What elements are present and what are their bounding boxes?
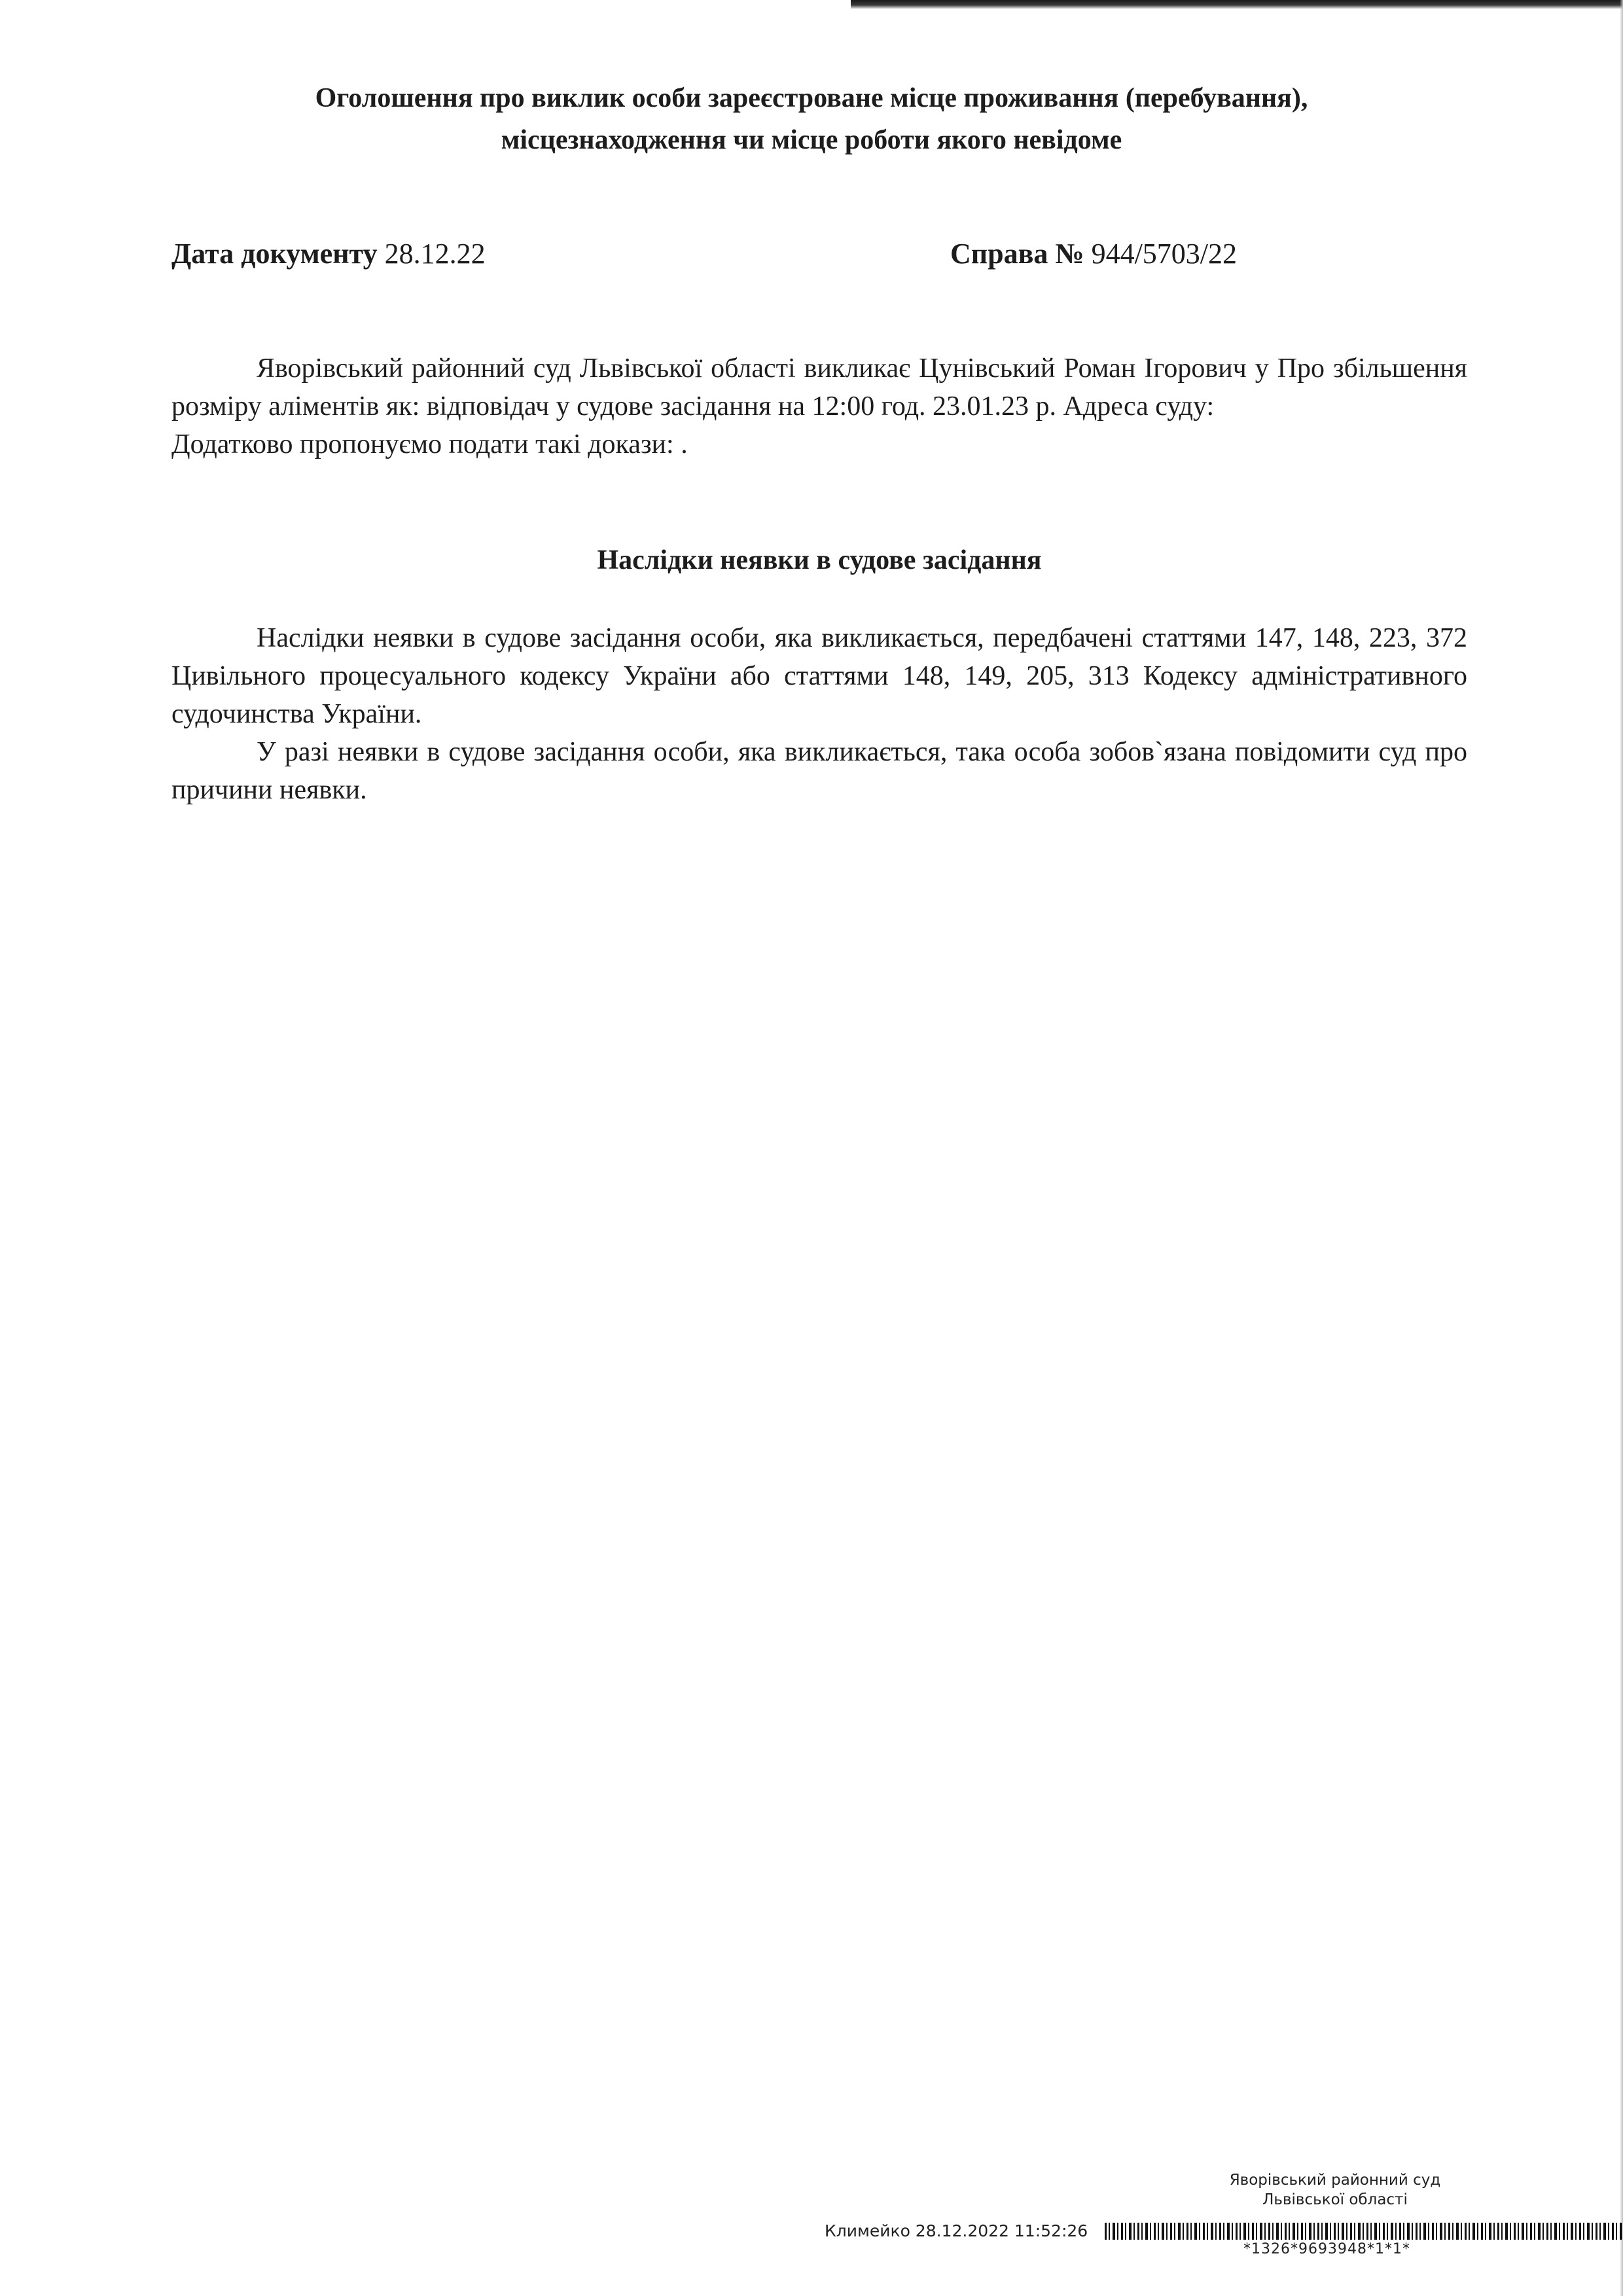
case-number-label: Справа №: [950, 238, 1084, 270]
evidence-line: Додатково пропонуємо подати такі докази: .: [171, 429, 688, 459]
footer-court-name: [1191, 2170, 1479, 2210]
document-date-label: Дата документу: [171, 238, 378, 270]
registry-stamp: Климейко 28.12.2022 11:52:26: [825, 2221, 1088, 2240]
summons-block: [171, 350, 1467, 463]
case-number: [950, 234, 1237, 274]
summons-paragraph: Яворівський районний суд Львівської області викликає Цунівський Роман Ігорович у Про збільшення розміру аліментів як: відповідач у судове засідання на 12:00 год. 23.01.23 р. Адреса суду:: [171, 353, 1467, 422]
consequences-paragraph-1: Наслідки неявки в судове засідання особи, яка викликається, передбачені статтями 147, 148, 223, 372 Цивільного процесуального кодексу України або статтями 148, 149, 205, 313 Кодексу адміністративного судочинства України.: [171, 623, 1467, 729]
consequences-paragraph-2: У разі неявки в судове засідання особи, яка викликається, така особа зобов`язана повідомити суд про причини неявки.: [171, 737, 1467, 805]
case-number-value: 944/5703/22: [1091, 238, 1238, 270]
consequences-block: [171, 619, 1467, 809]
barcode-code: *1326*9693948*1*1*: [1243, 2241, 1410, 2257]
footer-court-line-1: Яворівський районний суд: [1229, 2172, 1441, 2189]
document-title: [170, 77, 1453, 161]
document-date-value: 28.12.22: [384, 238, 486, 270]
title-line-1: Оголошення про виклик особи зареєстроване місце проживання (перебування),: [315, 83, 1308, 113]
title-line-2: місцезнаходження чи місце роботи якого невідоме: [501, 125, 1122, 155]
barcode: [1105, 2223, 1623, 2240]
document-date: [171, 234, 486, 274]
consequences-heading: Наслідки неявки в судове засідання: [597, 545, 1042, 575]
footer-court-line-2: Львівської області: [1262, 2191, 1408, 2208]
